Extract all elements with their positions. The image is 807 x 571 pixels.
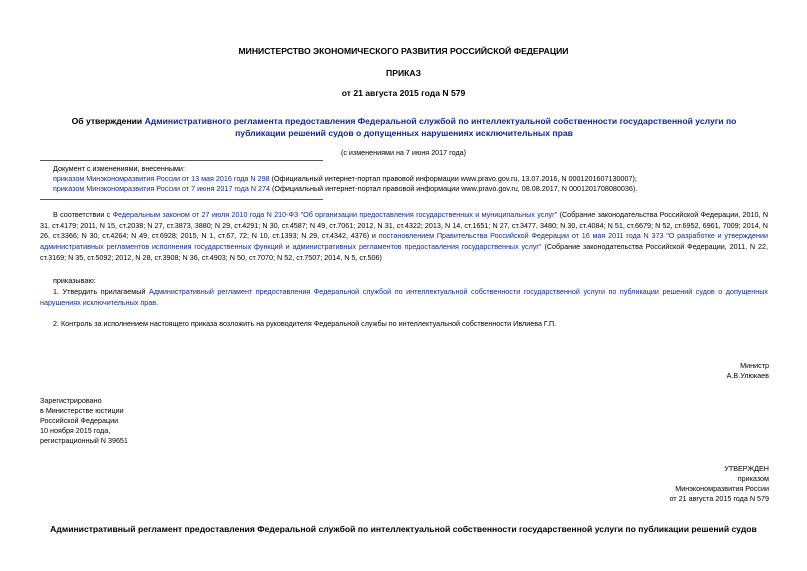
changes-block [53, 164, 773, 194]
change-source: (Официальный интернет-портал правовой информации www.pravo.gov.ru, 08.08.2017, N 0001201708080036). [270, 184, 638, 193]
preamble-text: (Собрание законодательства Российской Федерации, 2011, N 22, ст.3169; N 35, ст.5092; 2012, N 28, ст.3908; N 36, ст.4903; N 50, ст.7070; N 52, ст.7507; 2014, N 5, ст.506) [40, 242, 768, 262]
regulation-heading: Административный регламент предоставления Федеральной службой по интеллектуальной собственности государственной услуги по публикации решений судов [50, 524, 757, 534]
separator-bottom [40, 199, 323, 200]
separator-top [40, 160, 323, 161]
registration-line: Зарегистрировано [40, 396, 102, 405]
approval-block [669, 464, 769, 504]
amendment-note: (с изменениями на 7 июня 2017 года) [340, 148, 467, 157]
item-text: . [156, 297, 159, 307]
change-link-2016[interactable]: приказом Минэкономразвития России от 13 мая 2016 года N 298 [53, 174, 270, 183]
signatory-name: А.В.Улюкаев [726, 371, 769, 380]
registration-block [40, 396, 128, 446]
preamble-text: В соответствии с [53, 210, 113, 219]
order-item-1 [40, 287, 768, 308]
approval-line: Минэкономразвития России [675, 484, 769, 493]
approval-line: приказом [737, 474, 769, 483]
document-title [60, 116, 748, 139]
change-source: (Официальный интернет-портал правовой информации www.pravo.gov.ru, 13.07.2016, N 0001201607130007); [269, 174, 637, 183]
item-text: 1. Утвердить прилагаемый [53, 287, 149, 296]
title-prefix: Об утверждении [71, 116, 145, 126]
registration-line: Российской Федерации [40, 416, 119, 425]
document-type: ПРИКАЗ [386, 68, 421, 78]
preamble-text: (Собрание законодательства Российской Федерации, 2010, N 31, ст.4179; 2011, N 15, ст.2038; N 27, ст.3873, 3880; N 29, ст.4291; N 30, ст.4587; N 49, ст.7061; 2012, N 31, ст.4322; 2013, N 14, ст.1651; N 27, ст.3477, 3480; N 30, ст.4084; N 51, ст.6679; N 52, ст.6952, 6961, 7009; 2014, N 26, ст.3366; N 30, ст.4264; N 49, ст.6928; 2015, N 1, ст.67, 72; N 10, ст.1393; N 29, ст.4342, 4376) и [40, 210, 769, 241]
registration-line: 10 ноября 2015 года, [40, 426, 111, 435]
change-link-2017[interactable]: приказом Минэкономразвития России от 7 июня 2017 года N 274 [53, 184, 271, 193]
changes-intro: Документ с изменениями, внесенными: [53, 164, 185, 173]
document-date: от 21 августа 2015 года N 579 [341, 88, 466, 98]
ministry-heading: МИНИСТЕРСТВО ЭКОНОМИЧЕСКОГО РАЗВИТИЯ РОССИЙСКОЙ ФЕДЕРАЦИИ [238, 46, 569, 56]
change-item [53, 174, 773, 184]
approval-line: УТВЕРЖДЕН [724, 464, 769, 473]
registration-line: регистрационный N 39651 [40, 436, 128, 445]
regulation-link[interactable]: Административный регламент предоставления Федеральной службой по интеллектуальной собственности государственной услуги по публикации решений судов о допущенных нарушениях исключительных прав [40, 287, 768, 307]
order-item-2: 2. Контроль за исполнением настоящего приказа возложить на руководителя Федеральной службы по интеллектуальной собственности Ивлиева Г.П. [53, 319, 557, 328]
registration-line: в Министерстве юстиции [40, 406, 124, 415]
government-decree-link[interactable]: постановлением Правительства Российской Федерации от 16 мая 2011 года N 373 "О разработке и утверждении административных регламентов исполнения государственных функций и административных регламентов предоставления государственных услуг" [40, 231, 768, 252]
approval-line: от 21 августа 2015 года N 579 [669, 494, 769, 503]
signature-block [727, 361, 769, 381]
preamble-paragraph [40, 210, 768, 264]
signatory-position: Министр [740, 361, 769, 370]
title-regulation-link[interactable]: Административного регламента предоставления Федеральной службой по интеллектуальной собственности государственной услуги по публикации решений судов о допущенных нарушениях исключительных прав [144, 116, 737, 138]
order-word: приказываю: [53, 276, 96, 285]
federal-law-link[interactable]: Федеральным законом от 27 июля 2010 года N 210-ФЗ "Об организации предоставления государственных и муниципальных услуг" [112, 210, 558, 219]
change-item [53, 184, 773, 194]
